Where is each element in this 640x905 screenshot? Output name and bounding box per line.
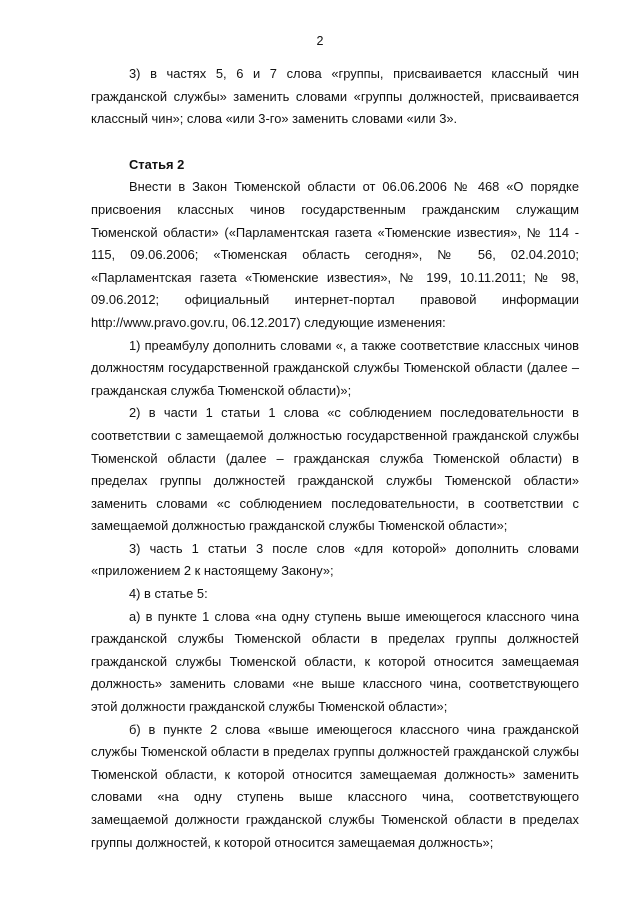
paragraph-subitem-b: б) в пункте 2 слова «выше имеющегося классного чина гражданской службы Тюменской области в пределах группы должностей гражданской службы Тюменской области, к которой относится замещаемая должность» заменить словами «на одну ступень выше классного чина, соответствующего замещаемой должности гражданской службы Тюменской области в пределах группы должностей, к которой относится замещаемая должность»;	[91, 721, 579, 850]
paragraph-item-4: 4) в статье 5:	[129, 586, 208, 602]
paragraph-item-1: 1) преамбулу дополнить словами «, а также соответствие классных чинов должностям государственной гражданской службы Тюменской области (далее – гражданская служба Тюменской области)»;	[91, 337, 579, 398]
article-heading: Статья 2	[129, 156, 185, 172]
document-body	[91, 63, 579, 854]
paragraph-intro: Внести в Закон Тюменской области от 06.06.2006 № 468 «О порядке присвоения классных чинов государственным гражданским служащим Тюменской области» («Парламентская газета «Тюменские известия», № 114 - 115, 09.06.2006; «Тюменская область сегодня», № 56, 02.04.2010; «Парламентская газета «Тюменские известия», № 199, 10.11.2011; № 98, 09.06.2012; официальный интернет-портал правовой информации http://www.pravo.gov.ru, 06.12.2017) следующие изменения:	[91, 179, 579, 330]
paragraph-item-2: 2) в части 1 статьи 1 слова «с соблюдением последовательности в соответствии с замещаемой должностью государственной гражданской службы Тюменской области (далее – гражданская служба Тюменской области) в пределах группы должностей гражданской службы Тюменской области» заменить словами «с соблюдением последовательности, в соответствии с замещаемой должностью гражданской службы Тюменской области»;	[91, 405, 579, 534]
page-number: 2	[316, 34, 324, 48]
paragraph-item-3-article-1: 3) в частях 5, 6 и 7 слова «группы, присваивается классный чин гражданской службы» заменить словами «группы должностей, присваивается классный чин»; слова «или 3-го» заменить словами «или 3».	[91, 66, 579, 127]
paragraph-subitem-a: а) в пункте 1 слова «на одну ступень выше имеющегося классного чина гражданской службы Тюменской области в пределах группы должностей гражданской службы Тюменской области, к которой относится замещаемая должность» заменить словами «не выше классного чина, соответствующего этой должности гражданской службы Тюменской области»;	[91, 608, 579, 715]
paragraph-item-3: 3) часть 1 статьи 3 после слов «для которой» дополнить словами «приложением 2 к настоящему Закону»;	[91, 540, 579, 579]
